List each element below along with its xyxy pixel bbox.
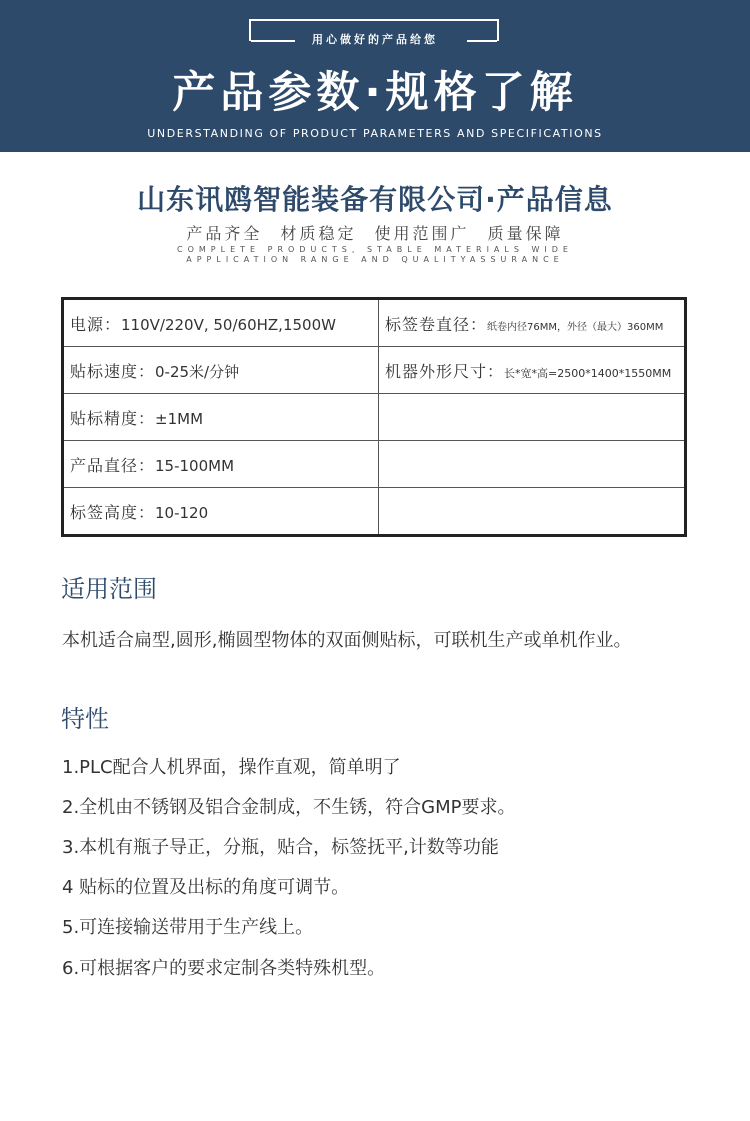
param-cell bbox=[379, 488, 686, 536]
table-row bbox=[63, 299, 686, 347]
param-value: 0-25米/分钟 bbox=[155, 362, 240, 381]
param-value: 10-120 bbox=[155, 503, 209, 522]
param-cell bbox=[63, 299, 379, 347]
param-value: 15-100MM bbox=[155, 456, 235, 475]
table-row bbox=[63, 488, 686, 536]
param-cell bbox=[379, 347, 686, 394]
company-name: 山东讯鸥智能装备有限公司·产品信息 bbox=[137, 183, 613, 216]
param-key: 电源： bbox=[70, 314, 122, 334]
param-key: 贴标速度： bbox=[70, 361, 156, 381]
param-key: 贴标精度： bbox=[70, 408, 156, 428]
table-row bbox=[63, 441, 686, 488]
param-cell bbox=[379, 299, 686, 347]
features-title: 特性 bbox=[61, 705, 109, 733]
param-value: 110V/220V, 50/60HZ,1500W bbox=[121, 315, 336, 334]
banner-tagline: 用心做好的产品给您 bbox=[312, 33, 438, 46]
company-slogan: 产品齐全 材质稳定 使用范围广 质量保障 bbox=[186, 224, 564, 243]
param-key: 产品直径： bbox=[70, 455, 156, 475]
param-cell bbox=[379, 394, 686, 441]
param-cell bbox=[63, 347, 379, 394]
param-key: 机器外形尺寸： bbox=[385, 361, 505, 381]
company-slogan-en bbox=[0, 245, 750, 265]
slogan-en-line-2: APPLICATION RANGE AND QUALITYASSURANCE bbox=[186, 255, 564, 264]
slogan-en-line-1: COMPLETE PRODUCTS, STABLE MATERIALS WIDE bbox=[177, 245, 573, 254]
param-value: ±1MM bbox=[155, 409, 204, 428]
table-row bbox=[63, 347, 686, 394]
param-value: 长*宽*高=2500*1400*1550MM bbox=[504, 366, 672, 380]
param-value: 纸卷内径76MM，外径（最大）360MM bbox=[487, 321, 664, 333]
list-item: 2.全机由不锈钢及铝合金制成，不生锈，符合GMP要求。 bbox=[62, 797, 516, 818]
list-item: 4 贴标的位置及出标的角度可调节。 bbox=[62, 877, 350, 898]
list-item: 3.本机有瓶子导正，分瓶，贴合，标签抚平,计数等功能 bbox=[62, 837, 499, 858]
banner-title: 产品参数·规格了解 bbox=[172, 68, 578, 118]
param-cell bbox=[379, 441, 686, 488]
header-banner bbox=[0, 0, 750, 152]
parameter-table bbox=[61, 297, 687, 537]
param-cell bbox=[63, 441, 379, 488]
list-item: 1.PLC配合人机界面，操作直观，简单明了 bbox=[62, 757, 401, 778]
banner-subtitle: UNDERSTANDING OF PRODUCT PARAMETERS AND SPECIFICATIONS bbox=[147, 127, 603, 140]
param-cell bbox=[63, 488, 379, 536]
param-cell bbox=[63, 394, 379, 441]
scope-text: 本机适合扁型,圆形,椭圆型物体的双面侧贴标，可联机生产或单机作业。 bbox=[62, 630, 632, 651]
list-item: 6.可根据客户的要求定制各类特殊机型。 bbox=[62, 958, 386, 979]
param-key: 标签高度： bbox=[70, 502, 156, 522]
param-key: 标签卷直径： bbox=[385, 314, 488, 334]
scope-title: 适用范围 bbox=[61, 575, 157, 603]
list-item: 5.可连接输送带用于生产线上。 bbox=[62, 917, 314, 938]
table-row bbox=[63, 394, 686, 441]
